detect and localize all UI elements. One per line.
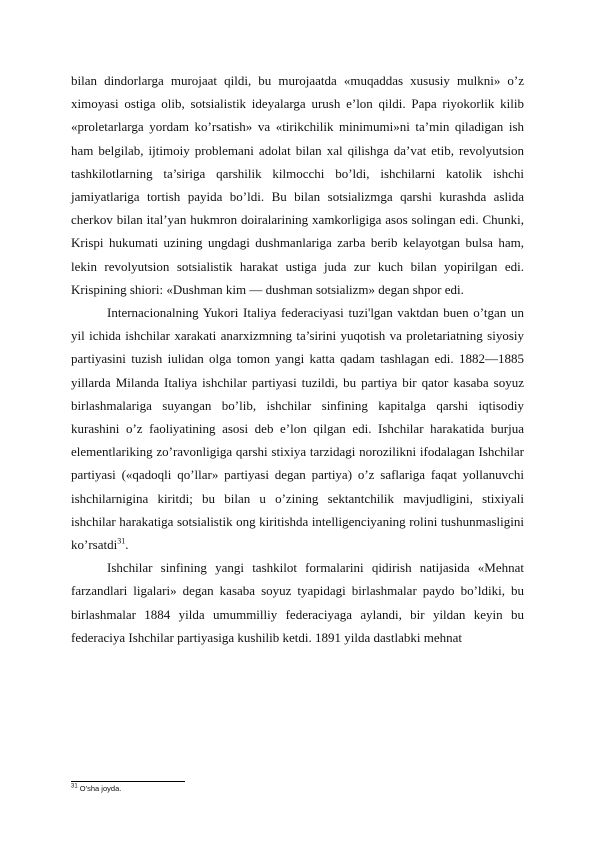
paragraph-1: bilan dindorlarga murojaat qildi, bu murojaatda «muqaddas xususiy mulkni» o’z ximoyasi ostiga olib, sotsialistik ideyalarga urush e’lon qildi. Papa riyokorlik kilib «proletarlarga yordam ko’rsatish» va «tirikchilik minimumi»ni ta’min qiladigan ish ham belgilab, ijtimoiy problemani adolat bilan xal qilishga da’vat etib, revolyutsion tashkilotlarning ta’siriga qarshilik kilmocchi bo’ldi, ishchilarni katolik ishchi jamiyatlariga tortish payida bo’ldi. Bu bilan sotsializmga qarshi kurashda aslida cherkov bilan ital’yan hukmron doiralarining xamkorligiga asos solingan edi. Chunki, Krispi hukumati uzining ungdagi dushmanlariga zarba berib kelayotgan bulsa ham, lekin revolyutsion sotsialistik harakat ustiga juda zur kuch bilan yopirilgan edi. Krispining shiori: «Dushman kim — dushman sotsializm» degan shpor edi.	[71, 73, 524, 297]
footnote	[71, 784, 524, 794]
paragraph-2-text: Internacionalning Yukori Italiya federaciyasi tuzi'lgan vaktdan buen o’tgan un yil ichida ishchilar xarakati anarxizmning ta’sirini yuqotish va proletariatning siyosiy partiyasini tuzish iulidan olga tomon yangi katta qadam tashlagan edi. 1882—1885 yillarda Milanda Italiya ishchilar partiyasi tuzildi, bu partiya bir qator kasaba soyuz birlashmalariga suyangan bo’lib, ishchilar sinfining kapitalga qarshi iqtisodiy kurashini o’z faoliyatining asosi deb e’lon qilgan edi. Ishchilar harakatida burjua elementlariking zo’ravonligiga qarshi stixiya tarzidagi norozilikni ifodalagan Ishchilar partiyasi («qadoqli qo’llar» partiyasi degan partiya) o’z saflariga faqat yollanuvchi ishchilarnigina kiritdi; bu bilan u o’zining sektantchilik mavjudligini, stixiyali ishchilar harakatiga sotsialistik ong kiritishda intelligenciyaning rolini tushunmasligini ko’rsatdi	[71, 305, 524, 553]
footnote-number: 31	[71, 783, 78, 790]
body-text	[71, 69, 524, 649]
footnote-text: O’sha joyda.	[77, 784, 122, 793]
paragraph-2	[71, 301, 524, 556]
footnote-divider	[71, 781, 185, 782]
paragraph-3: Ishchilar sinfining yangi tashkilot formalarini qidirish natijasida «Mehnat farzandlari ligalari» degan kasaba soyuz tyapidagi birlashmalar paydo bo’ldiki, bu birlashmalar 1884 yilda umummilliy federaciyaga aylandi, bir yildan keyin bu federaciya Ishchilar partiyasiga kushilib ketdi. 1891 yilda dastlabki mehnat	[71, 560, 524, 645]
footnote-reference[interactable]: 31	[117, 536, 126, 546]
paragraph-2-end: .	[125, 537, 129, 553]
